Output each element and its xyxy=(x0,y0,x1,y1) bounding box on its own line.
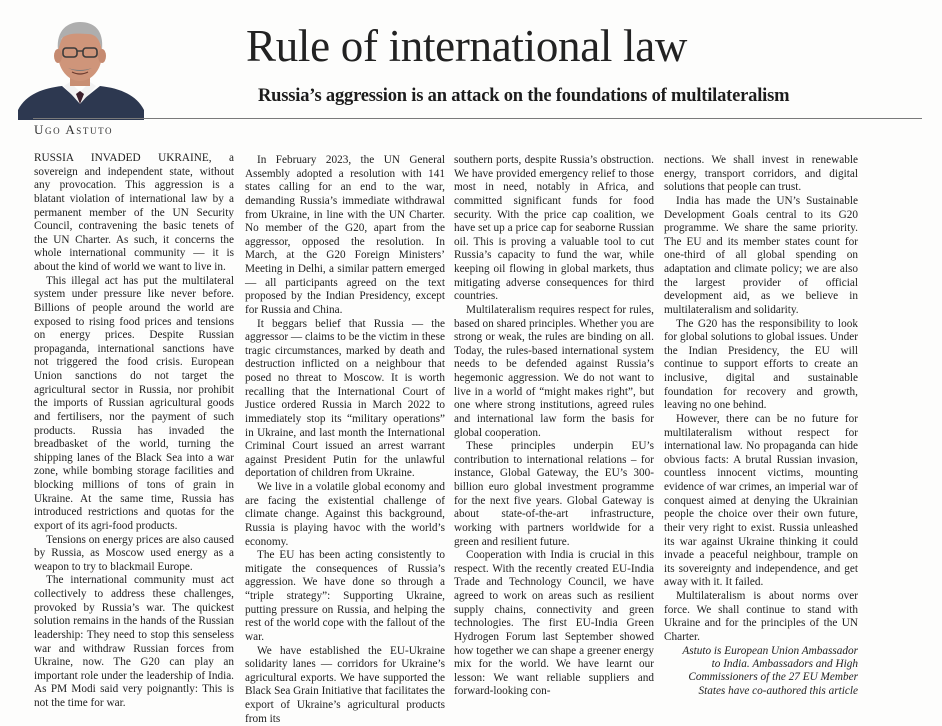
byline-rule xyxy=(33,118,922,119)
headline: Rule of international law xyxy=(246,20,687,72)
article-paragraph: nections. We shall invest in renewable energy, transport corridors, and digital solutions that people can trust. xyxy=(664,154,858,195)
article-column-2 xyxy=(245,154,445,726)
article-paragraph: It beggars belief that Russia — the aggressor — claims to be the victim in these tragic circumstances, marked by death and destruction inflicted on a neighbour that posed no threat to Moscow. It is worth recalling that the International Court of Justice ordered Russia in March 2022 to immediately stop its “military operations” in Ukraine, and last month the International Criminal Court issued an arrest warrant against President Putin for the unlawful deportation of children from Ukraine. xyxy=(245,318,445,482)
lead-in-caps: RUSSIA INVADED UKRAINE, xyxy=(34,152,212,164)
article-paragraph: Cooperation with India is crucial in this respect. With the recently created EU-India Trade and Technology Council, we have agreed to work on areas such as resilient supply chains, connectivity and green technologies. The first EU-India Green Hydrogen Forum last September showed how together we can shape a greener energy mix for the world. We have learnt our lesson: We want reliable suppliers and forward-looking con- xyxy=(454,549,654,699)
article-paragraph: India has made the UN’s Sustainable Development Goals central to its G20 programme. We share the same priority. The EU and its member states count for one-third of all global spending on adaptation and climate policy; we are also the largest provider of official development aid, as we believe in multilateralism and solidarity. xyxy=(664,195,858,318)
article-paragraph: This illegal act has put the multilateral system under pressure like never before. Billions of people around the world are exposed to rising food prices and tensions on energy prices. Despite Russian propaganda, international sanctions have not triggered the food crisis. European Union sanctions do not target the agricultural sector in Russia, nor prohibit the imports of Russian agricultural goods and fertilisers, nor the payment of such products. Russia has invaded the breadbasket of the world, turning the shipping lanes of the Black Sea into a war zone, while bombing storage facilities and blocking millions of tons of grain in Ukraine. At the same time, Russia has introduced restrictions and quotas for the export of its agri-food products. xyxy=(34,275,234,534)
article-paragraph: Multilateralism requires respect for rules, based on shared principles. Whether you are strong or weak, the rules are binding on all. Today, the rules-based international system needs to be defended against Russia’s hegemonic aggression. We do not want to live in a world of “might makes right”, but one where strong institutions, agreed rules and international law form the basis for global cooperation. xyxy=(454,304,654,440)
article-paragraph: However, there can be no future for multilateralism without respect for international law. No propaganda can hide obvious facts: A brutal Russian invasion, countless innocent victims, mounting evidence of war crimes, an imperial war of conquest aimed at denying the Ukrainian people the choice over their own future, their very right to exist. Russia unleashed its war against Ukraine thinking it could invade a peaceful neighbour, trample on its sovereignty and independence, and get away with it. It failed. xyxy=(664,413,858,590)
article-paragraph: We live in a volatile global economy and are facing the existential challenge of climate change. Against this background, Russia is playing havoc with the world’s economy. xyxy=(245,481,445,549)
article-paragraph: These principles underpin EU’s contribution to international relations – for instance, Global Gateway, the EU’s 300-billion euro global investment programme for the next five years. Global Gateway is about state-of-the-art infrastructure, working with partners worldwide for a green and resilient future. xyxy=(454,440,654,549)
article-paragraph: RUSSIA INVADED UKRAINE, a sovereign and independent state, without any provocation. This aggression is a blatant violation of international law by a permanent member of the UN Security Council, contravening the basic tenets of the UN Charter. As such, it concerns the whole international community — it is about the kind of world we want to live in. xyxy=(34,152,234,275)
article-paragraph: The G20 has the responsibility to look for global solutions to global issues. Under the Indian Presidency, the EU will continue to support efforts to create an inclusive, digital and sustainable foundation for recovery and growth, leaving no one behind. xyxy=(664,318,858,413)
article-paragraph: The international community must act collectively to address these challenges, provoked by Russia’s war. The quickest solution remains in the hands of the Russian leadership: They need to stop this senseless war and withdraw Russian forces from Ukraine, now. The G20 can play an important role under the leadership of India. As PM Modi said very poignantly: This is not the time for war. xyxy=(34,574,234,710)
article-paragraph: Tensions on energy prices are also caused by Russia, as Moscow used energy as a weapon to try to blackmail Europe. xyxy=(34,534,234,575)
article-column-3 xyxy=(454,154,654,699)
author-portrait xyxy=(18,12,144,120)
author-note: Astuto is European Union Ambassador to India. Ambassadors and High Commissioners of the 27 EU Member States have co-authored this article xyxy=(664,645,858,699)
subheadline: Russia’s aggression is an attack on the foundations of multilateralism xyxy=(258,86,789,107)
byline: Ugo Astuto xyxy=(34,122,113,138)
article-column-1 xyxy=(34,152,234,711)
article-paragraph: southern ports, despite Russia’s obstruction. We have provided emergency relief to those most in need, notably in Africa, and committed significant funds for food security. With the price cap coalition, we have set up a price cap for seaborne Russian oil. This is proving a valuable tool to cut Russia’s capacity to fund the war, while keeping oil flowing in global markets, thus mitigating adverse consequences for third countries. xyxy=(454,154,654,304)
article-paragraph: The EU has been acting consistently to mitigate the consequences of Russia’s aggression. We have done so through a “triple strategy”: Supporting Ukraine, putting pressure on Russia, and helping the rest of the world cope with the fallout of the war. xyxy=(245,549,445,644)
article-column-4 xyxy=(664,154,858,698)
article-paragraph: Multilateralism is about norms over force. We shall continue to stand with Ukraine and for the principles of the UN Charter. xyxy=(664,590,858,645)
article-paragraph: In February 2023, the UN General Assembly adopted a resolution with 141 states calling for an end to the war, demanding Russia’s immediate withdrawal from Ukraine, in line with the UN Charter. No member of the G20, apart from the aggressor, opposed the resolution. In March, at the G20 Foreign Ministers’ Meeting in Delhi, a similar pattern emerged — all participants agreed on the text proposed by the Indian Presidency, except for Russia and China. xyxy=(245,154,445,318)
article-paragraph: We have established the EU-Ukraine solidarity lanes — corridors for Ukraine’s agricultural exports. We have supported the Black Sea Grain Initiative that facilitates the export of Ukraine’s agricultural products from its xyxy=(245,645,445,726)
